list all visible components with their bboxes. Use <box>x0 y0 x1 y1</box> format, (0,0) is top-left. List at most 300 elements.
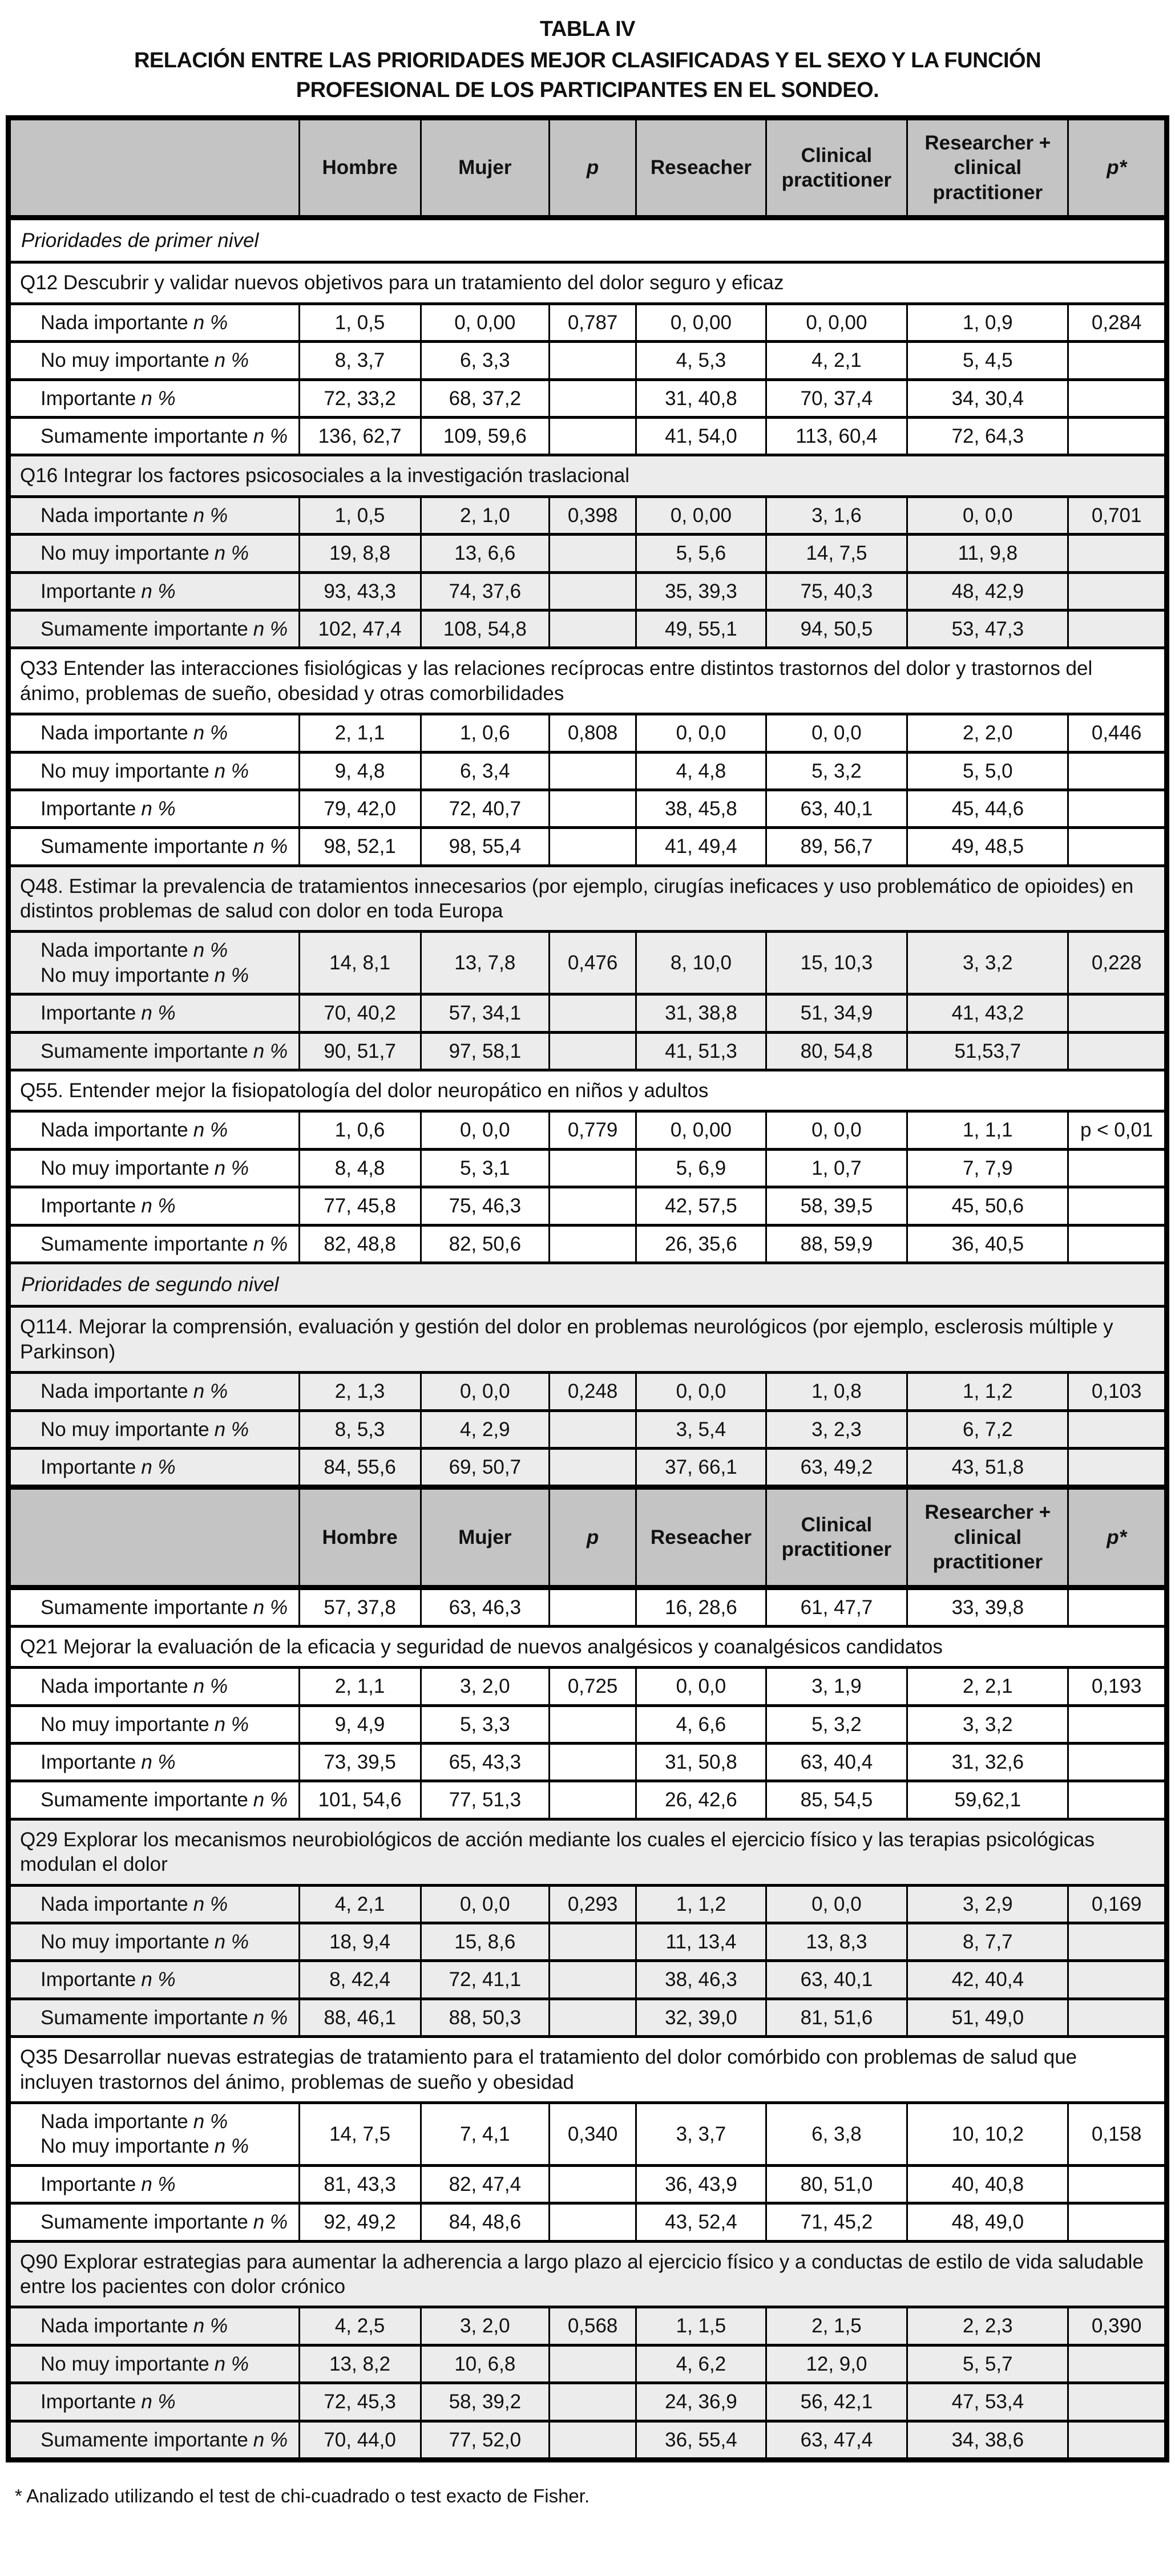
value-cell: 136, 62,7 <box>299 418 421 455</box>
value-cell <box>1068 1781 1167 1819</box>
question-title: Q55. Entender mejor la fisiopatología del dolor neuropático en niños y adultos <box>9 1070 1167 1111</box>
value-cell: 0,725 <box>549 1668 636 1705</box>
stub-text: Importante <box>41 1195 136 1218</box>
value-cell: 33, 39,8 <box>907 1587 1068 1626</box>
stub-text: Nada importante <box>41 504 188 527</box>
header-row <box>9 1487 1167 1587</box>
value-cell: 0, 0,0 <box>421 1111 549 1149</box>
stub-text: Sumamente importante <box>41 2006 248 2029</box>
stub-line <box>41 2314 294 2338</box>
stub-text: No muy importante <box>41 542 209 565</box>
value-cell: 81, 51,6 <box>766 1999 907 2036</box>
value-cell: 1, 0,5 <box>299 304 421 341</box>
data-row <box>9 2383 1167 2421</box>
value-cell: 2, 2,3 <box>907 2307 1068 2345</box>
value-cell <box>1068 1149 1167 1187</box>
value-cell: 8, 4,8 <box>299 1149 421 1187</box>
value-cell <box>1068 572 1167 610</box>
value-cell: 63, 40,1 <box>766 790 907 827</box>
value-cell: 31, 50,8 <box>636 1744 766 1781</box>
value-cell: 74, 37,6 <box>421 572 549 610</box>
value-cell: 34, 38,6 <box>907 2421 1068 2460</box>
column-header: Mujer <box>421 1487 549 1587</box>
value-cell: 3, 3,7 <box>636 2102 766 2165</box>
stub-line <box>41 1001 294 1025</box>
stub-line <box>41 834 294 859</box>
value-cell: 79, 42,0 <box>299 790 421 827</box>
value-cell: 38, 45,8 <box>636 790 766 827</box>
data-row <box>9 342 1167 379</box>
question-title: Q21 Mejorar la evaluación de la eficacia y seguridad de nuevos analgésicos y coanalgésicos candidatos <box>9 1626 1167 1667</box>
value-cell: 2, 2,0 <box>907 714 1068 752</box>
value-cell: 102, 47,4 <box>299 610 421 648</box>
stub-cell <box>9 1885 300 1923</box>
stub-cell <box>9 1923 300 1961</box>
value-cell <box>549 828 636 866</box>
value-cell: 3, 2,0 <box>421 2307 549 2345</box>
value-cell: 5, 3,2 <box>766 1705 907 1743</box>
stub-line <box>41 1595 294 1620</box>
value-cell: 14, 7,5 <box>766 535 907 572</box>
value-cell: 1, 0,6 <box>299 1111 421 1149</box>
value-cell: 43, 51,8 <box>907 1448 1068 1487</box>
value-cell: 0, 0,0 <box>421 1373 549 1410</box>
data-row <box>9 1032 1167 1070</box>
stub-cell <box>9 2383 300 2421</box>
stub-unit: n % <box>193 939 228 962</box>
stub-unit: n % <box>214 1418 249 1441</box>
stub-cell <box>9 1999 300 2036</box>
value-cell: 5, 3,3 <box>421 1705 549 1743</box>
stub-text: Importante <box>41 2391 136 2413</box>
value-cell: 4, 2,9 <box>421 1410 549 1448</box>
header-row <box>9 118 1167 217</box>
stub-line <box>41 2134 294 2158</box>
value-cell: 0,476 <box>549 932 636 994</box>
stub-unit: n % <box>141 1968 176 1991</box>
header-corner-cell <box>9 1487 300 1587</box>
stub-cell <box>9 994 300 1032</box>
value-cell: 0, 0,00 <box>766 304 907 341</box>
value-cell <box>549 1032 636 1070</box>
value-cell: 42, 40,4 <box>907 1961 1068 1999</box>
value-cell <box>549 418 636 455</box>
stub-text: Importante <box>41 1751 136 1774</box>
stub-cell <box>9 932 300 994</box>
value-cell <box>1068 610 1167 648</box>
stub-unit: n % <box>141 2173 176 2195</box>
stub-cell <box>9 1705 300 1743</box>
value-cell <box>549 1781 636 1819</box>
stub-unit: n % <box>253 2006 288 2029</box>
value-cell: 31, 32,6 <box>907 1744 1068 1781</box>
stub-line <box>41 310 294 335</box>
value-cell: 80, 54,8 <box>766 1032 907 1070</box>
value-cell: 72, 41,1 <box>421 1961 549 1999</box>
value-cell: 0, 0,0 <box>766 714 907 752</box>
stub-cell <box>9 304 300 341</box>
value-cell <box>549 535 636 572</box>
stub-cell <box>9 1668 300 1705</box>
value-cell: 0, 0,00 <box>636 1111 766 1149</box>
stub-unit: n % <box>253 425 288 448</box>
stub-line <box>41 759 294 783</box>
stub-unit: n % <box>193 504 228 527</box>
question-row <box>9 455 1167 496</box>
column-header: Reseacher <box>636 118 766 217</box>
value-cell: 75, 40,3 <box>766 572 907 610</box>
value-cell: 90, 51,7 <box>299 1032 421 1070</box>
stub-unit: n % <box>141 1455 176 1478</box>
value-cell: 88, 50,3 <box>421 1999 549 2036</box>
value-cell: 2, 1,5 <box>766 2307 907 2345</box>
data-row <box>9 752 1167 790</box>
value-cell <box>1068 2203 1167 2241</box>
value-cell: 8, 10,0 <box>636 932 766 994</box>
stub-cell <box>9 1187 300 1225</box>
results-table <box>6 115 1169 2462</box>
stub-unit: n % <box>141 1002 176 1025</box>
value-cell: 0, 0,00 <box>636 304 766 341</box>
stub-unit: n % <box>193 311 228 334</box>
data-row <box>9 1999 1167 2036</box>
value-cell: 72, 40,7 <box>421 790 549 827</box>
value-cell <box>549 1410 636 1448</box>
value-cell: 41, 54,0 <box>636 418 766 455</box>
value-cell: 1, 1,2 <box>636 1885 766 1923</box>
stub-line <box>41 2210 294 2234</box>
value-cell: 89, 56,7 <box>766 828 907 866</box>
value-cell: 0,446 <box>1068 714 1167 752</box>
value-cell <box>1068 752 1167 790</box>
value-cell: 45, 44,6 <box>907 790 1068 827</box>
stub-text: No muy importante <box>41 1418 209 1441</box>
value-cell: 8, 42,4 <box>299 1961 421 1999</box>
value-cell: 38, 46,3 <box>636 1961 766 1999</box>
value-cell <box>1068 379 1167 417</box>
stub-line <box>41 2428 294 2452</box>
value-cell: 10, 6,8 <box>421 2345 549 2383</box>
value-cell: 88, 46,1 <box>299 1999 421 2036</box>
value-cell: 1, 0,6 <box>421 714 549 752</box>
stub-text: Importante <box>41 580 136 602</box>
value-cell: 51,53,7 <box>907 1032 1068 1070</box>
value-cell <box>549 1961 636 1999</box>
data-row <box>9 1587 1167 1626</box>
stub-unit: n % <box>253 1040 288 1062</box>
value-cell <box>1068 790 1167 827</box>
value-cell: 2, 2,1 <box>907 1668 1068 1705</box>
value-cell <box>1068 2383 1167 2421</box>
value-cell: 80, 51,0 <box>766 2165 907 2203</box>
stub-text: Nada importante <box>41 722 188 745</box>
question-title: Q29 Explorar los mecanismos neurobiológicos de acción mediante los cuales el ejercicio físico y las terapias psicológicas modulan el dolor <box>9 1819 1167 1885</box>
value-cell: 3, 2,3 <box>766 1410 907 1448</box>
stub-unit: n % <box>141 580 176 602</box>
value-cell: 56, 42,1 <box>766 2383 907 2421</box>
value-cell: 16, 28,6 <box>636 1587 766 1626</box>
stub-text: Importante <box>41 2173 136 2195</box>
value-cell <box>1068 994 1167 1032</box>
stub-unit: n % <box>141 2391 176 2413</box>
value-cell: 41, 43,2 <box>907 994 1068 1032</box>
stub-text: Sumamente importante <box>41 1789 248 1811</box>
value-cell: 0,808 <box>549 714 636 752</box>
value-cell: 1, 1,1 <box>907 1111 1068 1149</box>
value-cell: 0,293 <box>549 1885 636 1923</box>
value-cell <box>549 1705 636 1743</box>
value-cell: 3, 3,2 <box>907 1705 1068 1743</box>
stub-unit: n % <box>214 1931 249 1954</box>
stub-text: Importante <box>41 1968 136 1991</box>
value-cell: 84, 55,6 <box>299 1448 421 1487</box>
question-row <box>9 866 1167 932</box>
column-header: Mujer <box>421 118 549 217</box>
value-cell: 63, 47,4 <box>766 2421 907 2460</box>
question-title: Q33 Entender las interacciones fisiológicas y las relaciones recíprocas entre distintos trastornos del dolor y trastornos del ánimo, problemas de sueño, obesidad y otras comorbilidades <box>9 648 1167 714</box>
column-header: Clinical practitioner <box>766 1487 907 1587</box>
column-header: p* <box>1068 1487 1167 1587</box>
stub-text: Nada importante <box>41 1675 188 1698</box>
value-cell: 51, 49,0 <box>907 1999 1068 2036</box>
data-row <box>9 418 1167 455</box>
value-cell: 68, 37,2 <box>421 379 549 417</box>
stub-text: No muy importante <box>41 1713 209 1736</box>
data-row <box>9 610 1167 648</box>
value-cell: 82, 48,8 <box>299 1225 421 1263</box>
group-row <box>9 218 1167 262</box>
stub-cell <box>9 828 300 866</box>
value-cell: 3, 2,9 <box>907 1885 1068 1923</box>
value-cell: 4, 2,1 <box>766 342 907 379</box>
value-cell: 0,398 <box>549 496 636 534</box>
stub-cell <box>9 1961 300 1999</box>
stub-line <box>41 348 294 373</box>
data-row <box>9 2307 1167 2345</box>
value-cell: 63, 46,3 <box>421 1587 549 1626</box>
stub-unit: n % <box>214 2135 249 2158</box>
value-cell: 0,193 <box>1068 1668 1167 1705</box>
stub-cell <box>9 2102 300 2165</box>
stub-unit: n % <box>214 964 249 986</box>
value-cell: 0,779 <box>549 1111 636 1149</box>
value-cell: 31, 38,8 <box>636 994 766 1032</box>
value-cell: 42, 57,5 <box>636 1187 766 1225</box>
data-row <box>9 2421 1167 2460</box>
stub-cell <box>9 1032 300 1070</box>
value-cell <box>1068 1187 1167 1225</box>
value-cell <box>549 2165 636 2203</box>
question-title: Q35 Desarrollar nuevas estrategias de tratamiento para el tratamiento del dolor comórbido con problemas de salud que incluyen trastornos del ánimo, problemas de sueño y obesidad <box>9 2037 1167 2103</box>
value-cell: 0,248 <box>549 1373 636 1410</box>
stub-unit: n % <box>193 722 228 745</box>
stub-cell <box>9 2307 300 2345</box>
value-cell: 59,62,1 <box>907 1781 1068 1819</box>
value-cell: p < 0,01 <box>1068 1111 1167 1149</box>
value-cell <box>549 1744 636 1781</box>
stub-unit: n % <box>214 1713 249 1736</box>
data-row <box>9 496 1167 534</box>
column-header: Researcher + clinical practitioner <box>907 1487 1068 1587</box>
value-cell: 0,390 <box>1068 2307 1167 2345</box>
value-cell: 40, 40,8 <box>907 2165 1068 2203</box>
value-cell: 11, 13,4 <box>636 1923 766 1961</box>
question-title: Q16 Integrar los factores psicosociales a la investigación traslacional <box>9 455 1167 496</box>
value-cell: 9, 4,9 <box>299 1705 421 1743</box>
value-cell: 0, 0,0 <box>636 1668 766 1705</box>
stub-cell <box>9 572 300 610</box>
value-cell: 98, 55,4 <box>421 828 549 866</box>
stub-line <box>41 1194 294 1218</box>
value-cell: 15, 10,3 <box>766 932 907 994</box>
value-cell <box>549 379 636 417</box>
stub-text: Sumamente importante <box>41 1040 248 1062</box>
stub-line <box>41 2109 294 2134</box>
value-cell: 48, 49,0 <box>907 2203 1068 2241</box>
stub-cell <box>9 1225 300 1263</box>
question-row <box>9 2037 1167 2103</box>
value-cell: 0,284 <box>1068 304 1167 341</box>
value-cell: 69, 50,7 <box>421 1448 549 1487</box>
stub-unit: n % <box>193 2110 228 2133</box>
stub-unit: n % <box>214 2352 249 2375</box>
value-cell: 15, 8,6 <box>421 1923 549 1961</box>
value-cell <box>1068 1923 1167 1961</box>
column-header: Reseacher <box>636 1487 766 1587</box>
value-cell: 0,228 <box>1068 932 1167 994</box>
stub-text: Importante <box>41 797 136 820</box>
value-cell <box>549 790 636 827</box>
stub-line <box>41 386 294 411</box>
stub-line <box>41 1417 294 1442</box>
stub-unit: n % <box>253 2428 288 2451</box>
stub-line <box>41 1788 294 1812</box>
value-cell: 4, 6,6 <box>636 1705 766 1743</box>
value-cell <box>1068 1587 1167 1626</box>
table-subtitle: RELACIÓN ENTRE LAS PRIORIDADES MEJOR CLASIFICADAS Y EL SEXO Y LA FUNCIÓN PROFESIONAL DE LOS PARTICIPANTES EN EL SONDEO. <box>134 48 1041 102</box>
value-cell: 65, 43,3 <box>421 1744 549 1781</box>
value-cell: 26, 42,6 <box>636 1781 766 1819</box>
stub-line <box>41 503 294 528</box>
value-cell: 0, 0,0 <box>766 1885 907 1923</box>
value-cell: 41, 51,3 <box>636 1032 766 1070</box>
value-cell <box>1068 2345 1167 2383</box>
value-cell: 0, 0,0 <box>636 714 766 752</box>
value-cell: 77, 45,8 <box>299 1187 421 1225</box>
value-cell: 2, 1,0 <box>421 496 549 534</box>
stub-line <box>41 963 294 988</box>
value-cell <box>549 1149 636 1187</box>
question-row <box>9 1819 1167 1885</box>
value-cell <box>549 1448 636 1487</box>
stub-line <box>41 1892 294 1916</box>
stub-text: Importante <box>41 1002 136 1025</box>
column-header: p <box>549 1487 636 1587</box>
stub-line <box>41 2352 294 2376</box>
data-row <box>9 2165 1167 2203</box>
stub-cell <box>9 610 300 648</box>
stub-unit: n % <box>214 1156 249 1179</box>
stub-text: Nada importante <box>41 1380 188 1403</box>
value-cell <box>1068 1961 1167 1999</box>
value-cell: 72, 33,2 <box>299 379 421 417</box>
stub-line <box>41 1379 294 1404</box>
value-cell: 1, 0,5 <box>299 496 421 534</box>
value-cell: 0, 0,0 <box>636 1373 766 1410</box>
stub-line <box>41 721 294 745</box>
stub-line <box>41 579 294 604</box>
value-cell: 3, 2,0 <box>421 1668 549 1705</box>
value-cell: 72, 45,3 <box>299 2383 421 2421</box>
value-cell: 92, 49,2 <box>299 2203 421 2241</box>
column-header: Researcher + clinical practitioner <box>907 118 1068 217</box>
value-cell: 63, 40,4 <box>766 1744 907 1781</box>
value-cell: 0,158 <box>1068 2102 1167 2165</box>
data-row <box>9 1781 1167 1819</box>
value-cell: 48, 42,9 <box>907 572 1068 610</box>
value-cell: 5, 4,5 <box>907 342 1068 379</box>
value-cell <box>1068 1999 1167 2036</box>
value-cell <box>1068 1705 1167 1743</box>
value-cell: 8, 7,7 <box>907 1923 1068 1961</box>
stub-text: Sumamente importante <box>41 1232 248 1255</box>
value-cell: 10, 10,2 <box>907 2102 1068 2165</box>
stub-unit: n % <box>141 797 176 820</box>
value-cell: 3, 1,9 <box>766 1668 907 1705</box>
value-cell: 70, 37,4 <box>766 379 907 417</box>
stub-cell <box>9 342 300 379</box>
stub-unit: n % <box>141 1195 176 1218</box>
value-cell: 63, 40,1 <box>766 1961 907 1999</box>
question-title: Q114. Mejorar la comprensión, evaluación y gestión del dolor en problemas neurológicos (por ejemplo, esclerosis múltiple y Parkinson) <box>9 1307 1167 1373</box>
value-cell: 109, 59,6 <box>421 418 549 455</box>
value-cell: 0,103 <box>1068 1373 1167 1410</box>
value-cell <box>1068 2165 1167 2203</box>
stub-text: Nada importante <box>41 1892 188 1915</box>
stub-unit: n % <box>253 1789 288 1811</box>
stub-cell <box>9 2203 300 2241</box>
value-cell: 77, 52,0 <box>421 2421 549 2460</box>
header-corner-cell <box>9 118 300 217</box>
stub-unit: n % <box>253 617 288 640</box>
stub-unit: n % <box>141 387 176 410</box>
stub-line <box>41 1232 294 1256</box>
stub-cell <box>9 1744 300 1781</box>
stub-line <box>41 1674 294 1699</box>
value-cell: 0,568 <box>549 2307 636 2345</box>
value-cell <box>549 2345 636 2383</box>
value-cell <box>549 1587 636 1626</box>
value-cell: 37, 66,1 <box>636 1448 766 1487</box>
stub-unit: n % <box>214 349 249 372</box>
value-cell: 3, 3,2 <box>907 932 1068 994</box>
value-cell: 41, 49,4 <box>636 828 766 866</box>
value-cell <box>549 1999 636 2036</box>
stub-unit: n % <box>193 2315 228 2338</box>
column-header: p <box>549 118 636 217</box>
data-row <box>9 379 1167 417</box>
value-cell: 63, 49,2 <box>766 1448 907 1487</box>
question-row <box>9 1626 1167 1667</box>
value-cell: 61, 47,7 <box>766 1587 907 1626</box>
stub-line <box>41 617 294 641</box>
stub-text: No muy importante <box>41 1931 209 1954</box>
stub-text: Sumamente importante <box>41 1596 248 1619</box>
value-cell <box>1068 342 1167 379</box>
stub-cell <box>9 535 300 572</box>
question-row <box>9 1070 1167 1111</box>
value-cell: 26, 35,6 <box>636 1225 766 1263</box>
